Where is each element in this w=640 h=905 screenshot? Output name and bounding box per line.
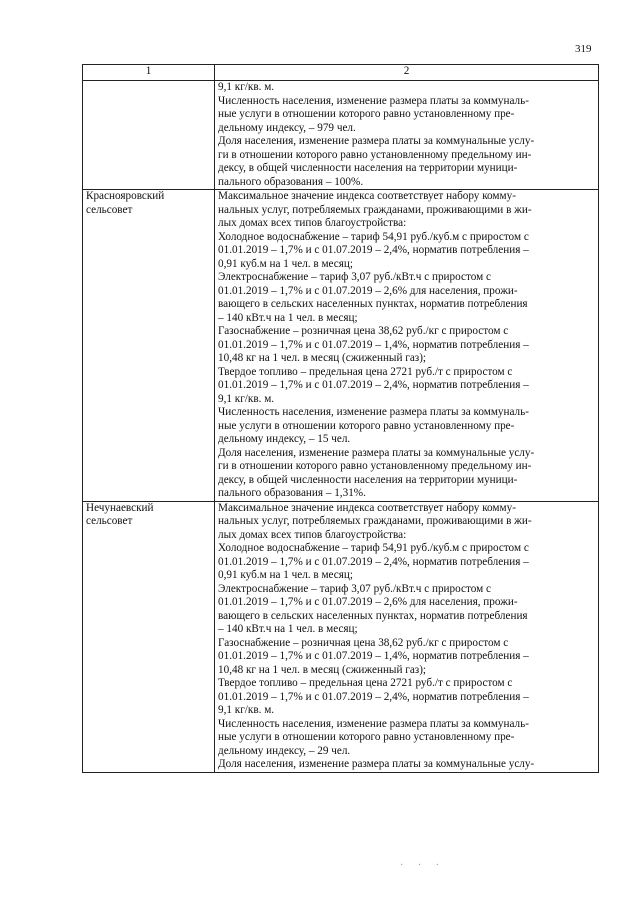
paragraph	[218, 271, 595, 325]
paragraph	[218, 95, 595, 136]
text-line: нальных услуг, потребляемых гражданами, проживающими в жи-	[218, 515, 532, 527]
text-line: 10,48 кг на 1 чел. в месяц (сжиженный газ);	[218, 663, 427, 676]
text-line: дельному индексу, – 15 чел.	[218, 433, 351, 445]
text-line: Холодное водоснабжение – тариф 54,91 руб./куб.м с приростом с	[218, 230, 529, 243]
text-line: пального образования – 1,31%.	[218, 487, 366, 499]
text-line: ги в отношении которого равно установленному предельному ин-	[218, 148, 532, 161]
column-header-1: 1	[83, 65, 215, 81]
paragraph	[218, 81, 595, 95]
text-line: Численность населения, изменение размера платы за коммуналь-	[218, 717, 529, 730]
text-line: 01.01.2019 – 1,7% и с 01.07.2019 – 2,6% для населения, прожи-	[218, 284, 518, 297]
text-line: 01.01.2019 – 1,7% и с 01.07.2019 – 2,4%, норматив потребления –	[218, 555, 529, 568]
text-line: 10,48 кг на 1 чел. в месяц (сжиженный газ);	[218, 352, 427, 364]
text-line: 01.01.2019 – 1,7% и с 01.07.2019 – 2,4%, норматив потребления –	[218, 690, 529, 703]
text-line: пального образования – 100%.	[218, 175, 364, 188]
text-line: Газоснабжение – розничная цена 38,62 руб./кг с приростом с	[218, 325, 509, 337]
table-row-continued	[83, 81, 599, 190]
text-line: 0,91 куб.м на 1 чел. в месяц;	[218, 257, 353, 270]
text-line: Доля населения, изменение размера платы за коммунальные услу-	[218, 135, 535, 147]
paragraph	[218, 135, 595, 189]
text-line: 0,91 куб.м на 1 чел. в месяц;	[218, 569, 353, 581]
text-line: 01.01.2019 – 1,7% и с 01.07.2019 – 2,4%, норматив потребления –	[218, 379, 529, 391]
text-line: Максимальное значение индекса соответствует набору комму-	[218, 501, 516, 514]
text-line: Доля населения, изменение размера платы за коммунальные услу-	[218, 758, 535, 770]
paragraph	[218, 583, 595, 637]
text-line: дельному индексу, – 979 чел.	[218, 121, 356, 134]
table-row-nechunaevsky	[83, 501, 599, 772]
paragraph	[218, 718, 595, 759]
region-cell-empty	[83, 81, 215, 190]
paragraph	[218, 637, 595, 678]
text-line: 9,1 кг/кв. м.	[218, 81, 275, 93]
paragraph	[218, 366, 595, 407]
text-line: нальных услуг, потребляемых гражданами, проживающими в жи-	[218, 203, 532, 216]
paragraph	[218, 325, 595, 366]
data-table	[82, 64, 599, 773]
text-line: Электроснабжение – тариф 3,07 руб./кВт.ч с приростом с	[218, 271, 491, 283]
text-line: 9,1 кг/кв. м.	[218, 392, 275, 405]
text-line: ные услуги в отношении которого равно установленному пре-	[218, 731, 515, 743]
text-line: Электроснабжение – тариф 3,07 руб./кВт.ч с приростом с	[218, 582, 491, 595]
text-line: 01.01.2019 – 1,7% и с 01.07.2019 – 1,4%, норматив потребления –	[218, 650, 529, 662]
text-line: 01.01.2019 – 1,7% и с 01.07.2019 – 2,6% для населения, прожи-	[218, 596, 518, 608]
text-line: Численность населения, изменение размера платы за коммуналь-	[218, 94, 529, 107]
paragraph	[218, 447, 595, 501]
text-line: лых домах всех типов благоустройства:	[218, 217, 407, 229]
paragraph	[218, 406, 595, 447]
scan-noise-dots: · · ·	[400, 860, 445, 871]
region-cell	[83, 501, 215, 772]
paragraph	[218, 502, 595, 543]
text-line: лых домах всех типов благоустройства:	[218, 528, 407, 541]
table-header-row	[83, 65, 599, 81]
text-line: Твердое топливо – предельная цена 2721 руб./т с приростом с	[218, 677, 513, 689]
text-line: 01.01.2019 – 1,7% и с 01.07.2019 – 1,4%, норматив потребления –	[218, 338, 529, 351]
text-line: Холодное водоснабжение – тариф 54,91 руб./куб.м с приростом с	[218, 542, 529, 554]
table-row-krasnoyarovsky	[83, 190, 599, 502]
text-line: ные услуги в отношении которого равно установленному пре-	[218, 419, 515, 432]
text-line: 9,1 кг/кв. м.	[218, 704, 275, 716]
text-line: Доля населения, изменение размера платы за коммунальные услу-	[218, 446, 535, 459]
region-name-line: сельсовет	[86, 203, 133, 216]
text-line: Газоснабжение – розничная цена 38,62 руб./кг с приростом с	[218, 636, 509, 649]
text-line: ные услуги в отношении которого равно установленному пре-	[218, 108, 515, 120]
text-line: дексу, в общей численности населения на территории муници-	[218, 162, 518, 174]
text-line: вающего в сельских населенных пунктах, норматив потребления	[218, 298, 528, 310]
text-line: 01.01.2019 – 1,7% и с 01.07.2019 – 2,4%, норматив потребления –	[218, 244, 529, 256]
region-name-line: Краснояровский	[86, 190, 165, 202]
text-line: Максимальное значение индекса соответствует набору комму-	[218, 190, 516, 202]
text-line: Численность населения, изменение размера платы за коммуналь-	[218, 406, 529, 418]
text-line: Твердое топливо – предельная цена 2721 руб./т с приростом с	[218, 365, 513, 378]
region-name-line: Нечунаевский	[86, 501, 154, 514]
column-header-2: 2	[215, 65, 599, 81]
paragraph	[218, 190, 595, 231]
description-cell	[215, 81, 599, 190]
page-number: 319	[575, 43, 592, 55]
text-line: дексу, в общей численности населения на территории муници-	[218, 473, 518, 486]
text-line: ги в отношении которого равно установленному предельному ин-	[218, 460, 532, 472]
text-line: вающего в сельских населенных пунктах, норматив потребления	[218, 609, 528, 622]
description-cell	[215, 501, 599, 772]
paragraph	[218, 758, 595, 772]
region-name-line: сельсовет	[86, 515, 133, 527]
region-cell	[83, 190, 215, 502]
text-line: – 140 кВт.ч на 1 чел. в месяц;	[218, 623, 358, 635]
description-cell	[215, 190, 599, 502]
paragraph	[218, 677, 595, 718]
paragraph	[218, 231, 595, 272]
text-line: – 140 кВт.ч на 1 чел. в месяц;	[218, 311, 358, 324]
paragraph	[218, 542, 595, 583]
text-line: дельному индексу, – 29 чел.	[218, 744, 351, 757]
